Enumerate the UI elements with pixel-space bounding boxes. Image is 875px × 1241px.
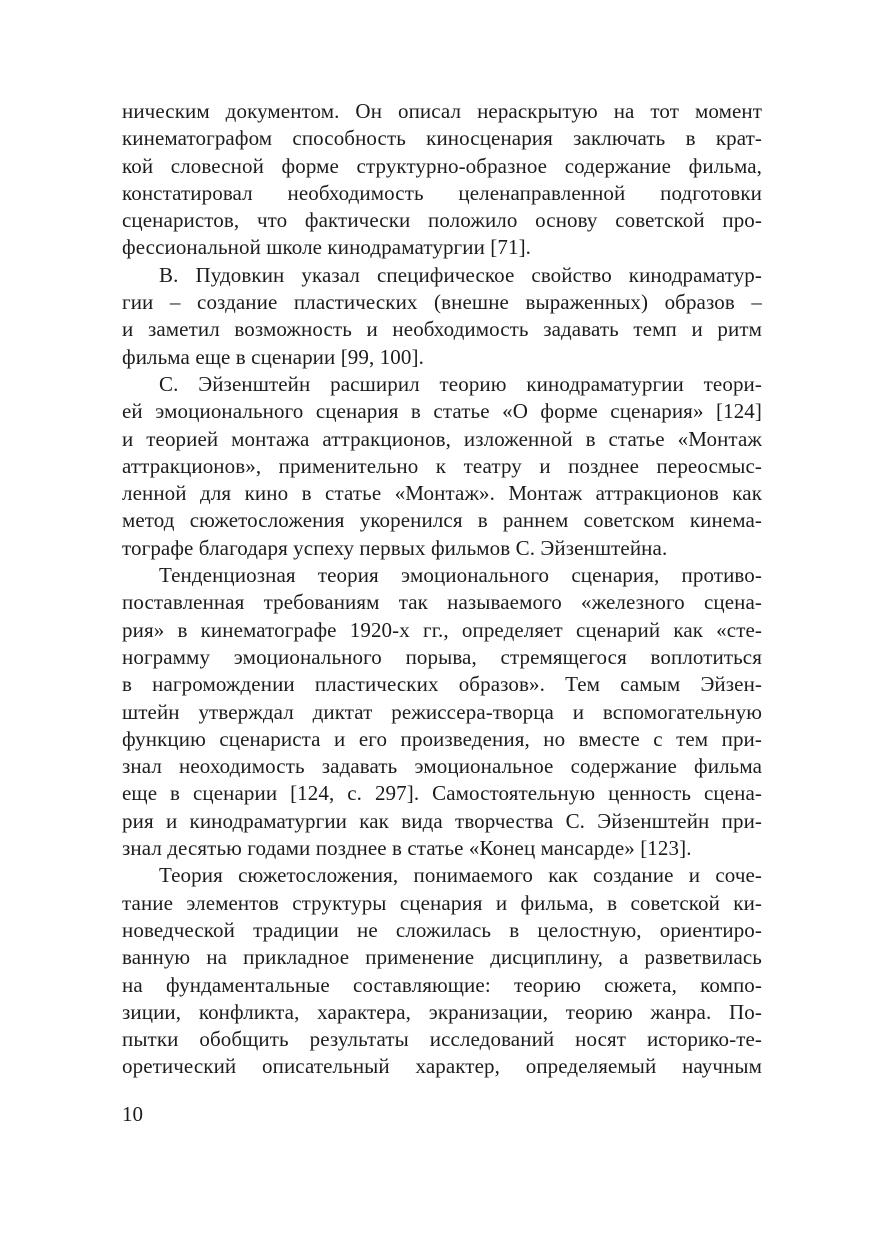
text-line: кой словесной форме структурно-образное содержание фильма, bbox=[122, 153, 762, 178]
text-line: тографе благодаря успеху первых фильмов С. Эйзенштейна. bbox=[122, 535, 668, 560]
text-line: метод сюжетосложения укоренился в раннем советском кинема- bbox=[122, 508, 762, 533]
text-line: новедческой традиции не сложилась в целостную, ориентиро- bbox=[122, 917, 762, 942]
text-line: фессиональной школе кинодраматургии [71]. bbox=[122, 235, 532, 260]
text-line: С. Эйзенштейн расширил теорию кинодраматургии теори- bbox=[159, 371, 762, 396]
text-line: рия и кинодраматургии как вида творчества С. Эйзенштейн при- bbox=[122, 808, 762, 833]
text-line: функцию сценариста и его произведения, но вместе с тем при- bbox=[122, 726, 762, 751]
text-line: аттракционов», применительно к театру и позднее переосмыс- bbox=[122, 453, 762, 478]
text-line: ническим документом. Он описал нераскрытую на тот момент bbox=[122, 99, 762, 123]
paragraph-4 bbox=[122, 562, 762, 862]
text-line: сценаристов, что фактически положило основу советской про- bbox=[122, 208, 762, 233]
text-line: штейн утверждал диктат режиссера-творца и вспомогательную bbox=[122, 699, 762, 724]
text-line: и заметил возможность и необходимость задавать темп и ритм bbox=[122, 317, 762, 342]
text-line: кинематографом способность киносценария заключать в крат- bbox=[122, 126, 762, 151]
paragraph-1 bbox=[122, 98, 762, 262]
text-line: поставленная требованиям так называемого «железного сцена- bbox=[122, 590, 762, 615]
text-line: на фундаментальные составляющие: теорию сюжета, компо- bbox=[122, 972, 762, 997]
paragraph-3 bbox=[122, 371, 762, 562]
text-line: нограмму эмоционального порыва, стремящегося воплотиться bbox=[122, 644, 762, 669]
text-line: фильма еще в сценарии [99, 100]. bbox=[122, 344, 424, 369]
text-line: ванную на прикладное применение дисциплину, а разветвилась bbox=[122, 945, 762, 970]
text-line: Тенденциозная теория эмоционального сценария, противо- bbox=[159, 563, 762, 588]
page-number: 10 bbox=[122, 1102, 143, 1126]
text-line: констатировал необходимость целенаправленной подготовки bbox=[122, 180, 762, 205]
text-line: пытки обобщить результаты исследований носят историко-те- bbox=[122, 1027, 762, 1052]
text-line: оретический описательный характер, определяемый научным bbox=[122, 1054, 762, 1079]
paragraph-5 bbox=[122, 862, 762, 1080]
text-line: зиции, конфликта, характера, экранизации, теорию жанра. По- bbox=[122, 999, 762, 1024]
text-line: В. Пудовкин указал специфическое свойство кинодраматур- bbox=[159, 262, 762, 287]
text-line: знал десятью годами позднее в статье «Конец мансарде» [123]. bbox=[122, 836, 692, 861]
text-line: Теория сюжетосложения, понимаемого как создание и соче- bbox=[159, 863, 762, 888]
body-text bbox=[122, 98, 762, 1081]
text-line: ей эмоционального сценария в статье «О форме сценария» [124] bbox=[122, 399, 762, 424]
text-line: гии – создание пластических (внешне выраженных) образов – bbox=[122, 290, 762, 315]
paragraph-2 bbox=[122, 262, 762, 371]
text-line: в нагромождении пластических образов». Тем самым Эйзен- bbox=[122, 672, 762, 697]
text-line: рия» в кинематографе 1920-х гг., определяет сценарий как «сте- bbox=[122, 617, 762, 642]
text-line: знал неоходимость задавать эмоциональное содержание фильма bbox=[122, 754, 762, 779]
text-line: еще в сценарии [124, с. 297]. Самостоятельную ценность сцена- bbox=[122, 781, 762, 806]
text-line: тание элементов структуры сценария и фильма, в советской ки- bbox=[122, 890, 762, 915]
text-line: ленной для кино в статье «Монтаж». Монтаж аттракционов как bbox=[122, 481, 762, 506]
text-line: и теорией монтажа аттракционов, изложенной в статье «Монтаж bbox=[122, 426, 762, 451]
